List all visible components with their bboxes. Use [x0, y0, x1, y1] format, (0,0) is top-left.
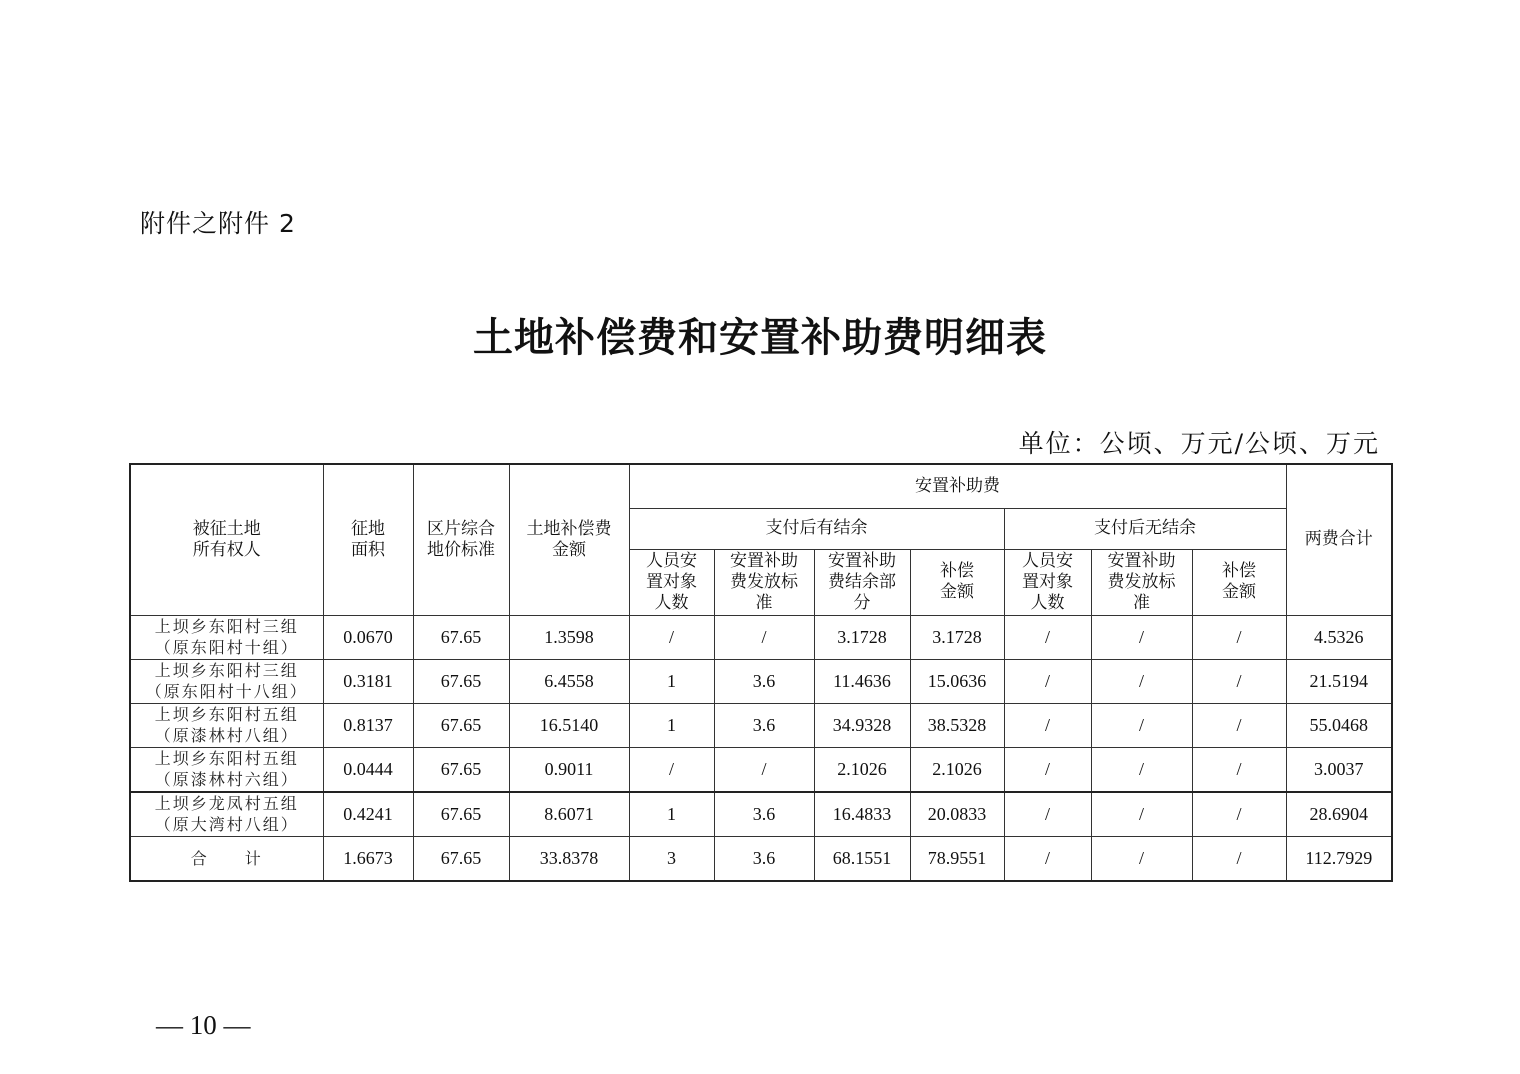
compensation-cell-2: / [1192, 615, 1286, 659]
land-compensation-cell: 0.9011 [509, 747, 629, 792]
price-cell: 67.65 [413, 747, 509, 792]
compensation-cell: 3.1728 [910, 615, 1004, 659]
table-row [130, 615, 1392, 659]
surplus-cell: 16.4833 [814, 792, 910, 837]
table-row [130, 703, 1392, 747]
standard-cell-2: / [1091, 615, 1192, 659]
compensation-cell: 38.5328 [910, 703, 1004, 747]
sum-label: 合 计 [130, 836, 323, 881]
owner-cell: 上坝乡东阳村三组 （原东阳村十组） [130, 615, 323, 659]
surplus-cell: 34.9328 [814, 703, 910, 747]
standard-cell-2: / [1091, 703, 1192, 747]
owner-cell: 上坝乡东阳村三组 （原东阳村十八组） [130, 659, 323, 703]
price-cell: 67.65 [413, 615, 509, 659]
people-cell-2: / [1004, 659, 1091, 703]
people-cell-2: / [1004, 836, 1091, 881]
header-people-count-2: 人员安 置对象 人数 [1004, 549, 1091, 615]
standard-cell: 3.6 [714, 703, 814, 747]
area-cell: 0.0444 [323, 747, 413, 792]
compensation-cell: 20.0833 [910, 792, 1004, 837]
compensation-cell-2: / [1192, 836, 1286, 881]
header-subsidy-standard: 安置补助 费发放标 准 [714, 549, 814, 615]
compensation-cell: 15.0636 [910, 659, 1004, 703]
area-cell: 0.8137 [323, 703, 413, 747]
people-cell: 3 [629, 836, 714, 881]
area-cell: 0.3181 [323, 659, 413, 703]
standard-cell: / [714, 615, 814, 659]
standard-cell: 3.6 [714, 659, 814, 703]
table-header [130, 464, 1392, 615]
header-compensation-amount: 补偿 金额 [910, 549, 1004, 615]
total-cell: 4.5326 [1286, 615, 1392, 659]
standard-cell-2: / [1091, 747, 1192, 792]
price-cell: 67.65 [413, 659, 509, 703]
table-row [130, 747, 1392, 792]
header-without-balance: 支付后无结余 [1004, 508, 1286, 549]
unit-note: 单位：公顷、万元/公顷、万元 [1018, 429, 1380, 458]
header-compensation-amount-2: 补偿 金额 [1192, 549, 1286, 615]
owner-cell: 上坝乡东阳村五组 （原漆林村八组） [130, 703, 323, 747]
surplus-cell: 11.4636 [814, 659, 910, 703]
sum-row [130, 836, 1392, 881]
area-cell: 0.4241 [323, 792, 413, 837]
people-cell-2: / [1004, 747, 1091, 792]
attachment-label: 附件之附件 2 [140, 209, 296, 238]
surplus-cell: 3.1728 [814, 615, 910, 659]
header-owner: 被征土地 所有权人 [130, 464, 323, 615]
area-cell: 1.6673 [323, 836, 413, 881]
total-cell: 3.0037 [1286, 747, 1392, 792]
land-compensation-cell: 6.4558 [509, 659, 629, 703]
people-cell-2: / [1004, 615, 1091, 659]
total-cell: 55.0468 [1286, 703, 1392, 747]
header-area: 征地 面积 [323, 464, 413, 615]
total-cell: 28.6904 [1286, 792, 1392, 837]
area-cell: 0.0670 [323, 615, 413, 659]
standard-cell: / [714, 747, 814, 792]
land-compensation-cell: 16.5140 [509, 703, 629, 747]
table-body [130, 615, 1392, 881]
surplus-cell: 68.1551 [814, 836, 910, 881]
surplus-cell: 2.1026 [814, 747, 910, 792]
price-cell: 67.65 [413, 836, 509, 881]
header-with-balance: 支付后有结余 [629, 508, 1004, 549]
land-compensation-cell: 33.8378 [509, 836, 629, 881]
page-number: — 10 — [156, 1010, 251, 1040]
people-cell: / [629, 615, 714, 659]
land-compensation-cell: 8.6071 [509, 792, 629, 837]
standard-cell-2: / [1091, 659, 1192, 703]
compensation-cell-2: / [1192, 747, 1286, 792]
standard-cell: 3.6 [714, 792, 814, 837]
header-resettlement-subsidy: 安置补助费 [629, 464, 1286, 508]
header-people-count: 人员安 置对象 人数 [629, 549, 714, 615]
total-cell: 21.5194 [1286, 659, 1392, 703]
compensation-table [129, 463, 1393, 882]
compensation-cell: 2.1026 [910, 747, 1004, 792]
header-subsidy-surplus: 安置补助 费结余部 分 [814, 549, 910, 615]
table-row [130, 792, 1392, 837]
people-cell-2: / [1004, 792, 1091, 837]
header-land-compensation: 土地补偿费 金额 [509, 464, 629, 615]
price-cell: 67.65 [413, 792, 509, 837]
table-row [130, 659, 1392, 703]
people-cell: 1 [629, 792, 714, 837]
people-cell-2: / [1004, 703, 1091, 747]
table-title: 土地补偿费和安置补助费明细表 [473, 314, 1047, 361]
land-compensation-cell: 1.3598 [509, 615, 629, 659]
standard-cell-2: / [1091, 836, 1192, 881]
people-cell: 1 [629, 659, 714, 703]
people-cell: / [629, 747, 714, 792]
compensation-cell-2: / [1192, 659, 1286, 703]
compensation-cell-2: / [1192, 792, 1286, 837]
owner-cell: 上坝乡龙凤村五组 （原大湾村八组） [130, 792, 323, 837]
header-subsidy-standard-2: 安置补助 费发放标 准 [1091, 549, 1192, 615]
price-cell: 67.65 [413, 703, 509, 747]
header-grand-total: 两费合计 [1286, 464, 1392, 615]
standard-cell: 3.6 [714, 836, 814, 881]
total-cell: 112.7929 [1286, 836, 1392, 881]
compensation-cell: 78.9551 [910, 836, 1004, 881]
standard-cell-2: / [1091, 792, 1192, 837]
owner-cell: 上坝乡东阳村五组 （原漆林村六组） [130, 747, 323, 792]
people-cell: 1 [629, 703, 714, 747]
compensation-cell-2: / [1192, 703, 1286, 747]
header-price-standard: 区片综合 地价标准 [413, 464, 509, 615]
